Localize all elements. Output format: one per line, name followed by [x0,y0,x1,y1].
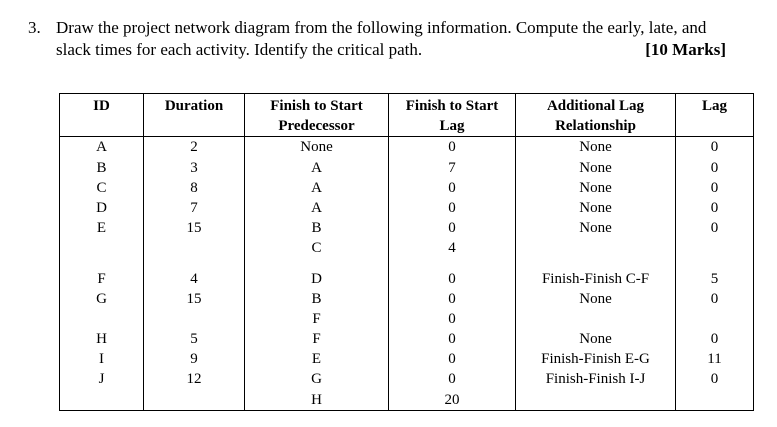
column-fs-lag-cells: 0 7 0 0 0 4 0 0 0 0 0 0 20 [389,137,516,410]
table-body-row [60,137,754,410]
column-predecessor-cells: None A A A B C D B F F E G H [245,137,389,410]
table-header-row [60,94,754,137]
column-additional-lag-cells: None None None None None Finish-Finish C-F None None Finish-Finish E-G Finish-Finish I-J [516,137,676,410]
header-lag: Lag [676,94,754,137]
activity-table [59,93,754,411]
header-duration: Duration [144,94,245,137]
column-id-cells: A B C D E F G H I J [60,137,144,410]
column-lag-cells: 0 0 0 0 0 5 0 0 11 0 [676,137,754,410]
header-fs-lag: Finish to Start Lag [389,94,516,137]
question-text-line-2: slack times for each activity. Identify the critical path. [56,40,423,59]
marks-label: [10 Marks] [645,40,726,59]
header-id: ID [60,94,144,137]
column-duration-cells: 2 3 8 7 15 4 15 5 9 12 [144,137,245,410]
header-fs-predecessor: Finish to Start Predecessor [245,94,389,137]
header-additional-lag: Additional Lag Relationship [516,94,676,137]
question-text-line-1: Draw the project network diagram from the following information. Compute the early, late, and [56,18,707,37]
question-number: 3. [28,18,41,37]
